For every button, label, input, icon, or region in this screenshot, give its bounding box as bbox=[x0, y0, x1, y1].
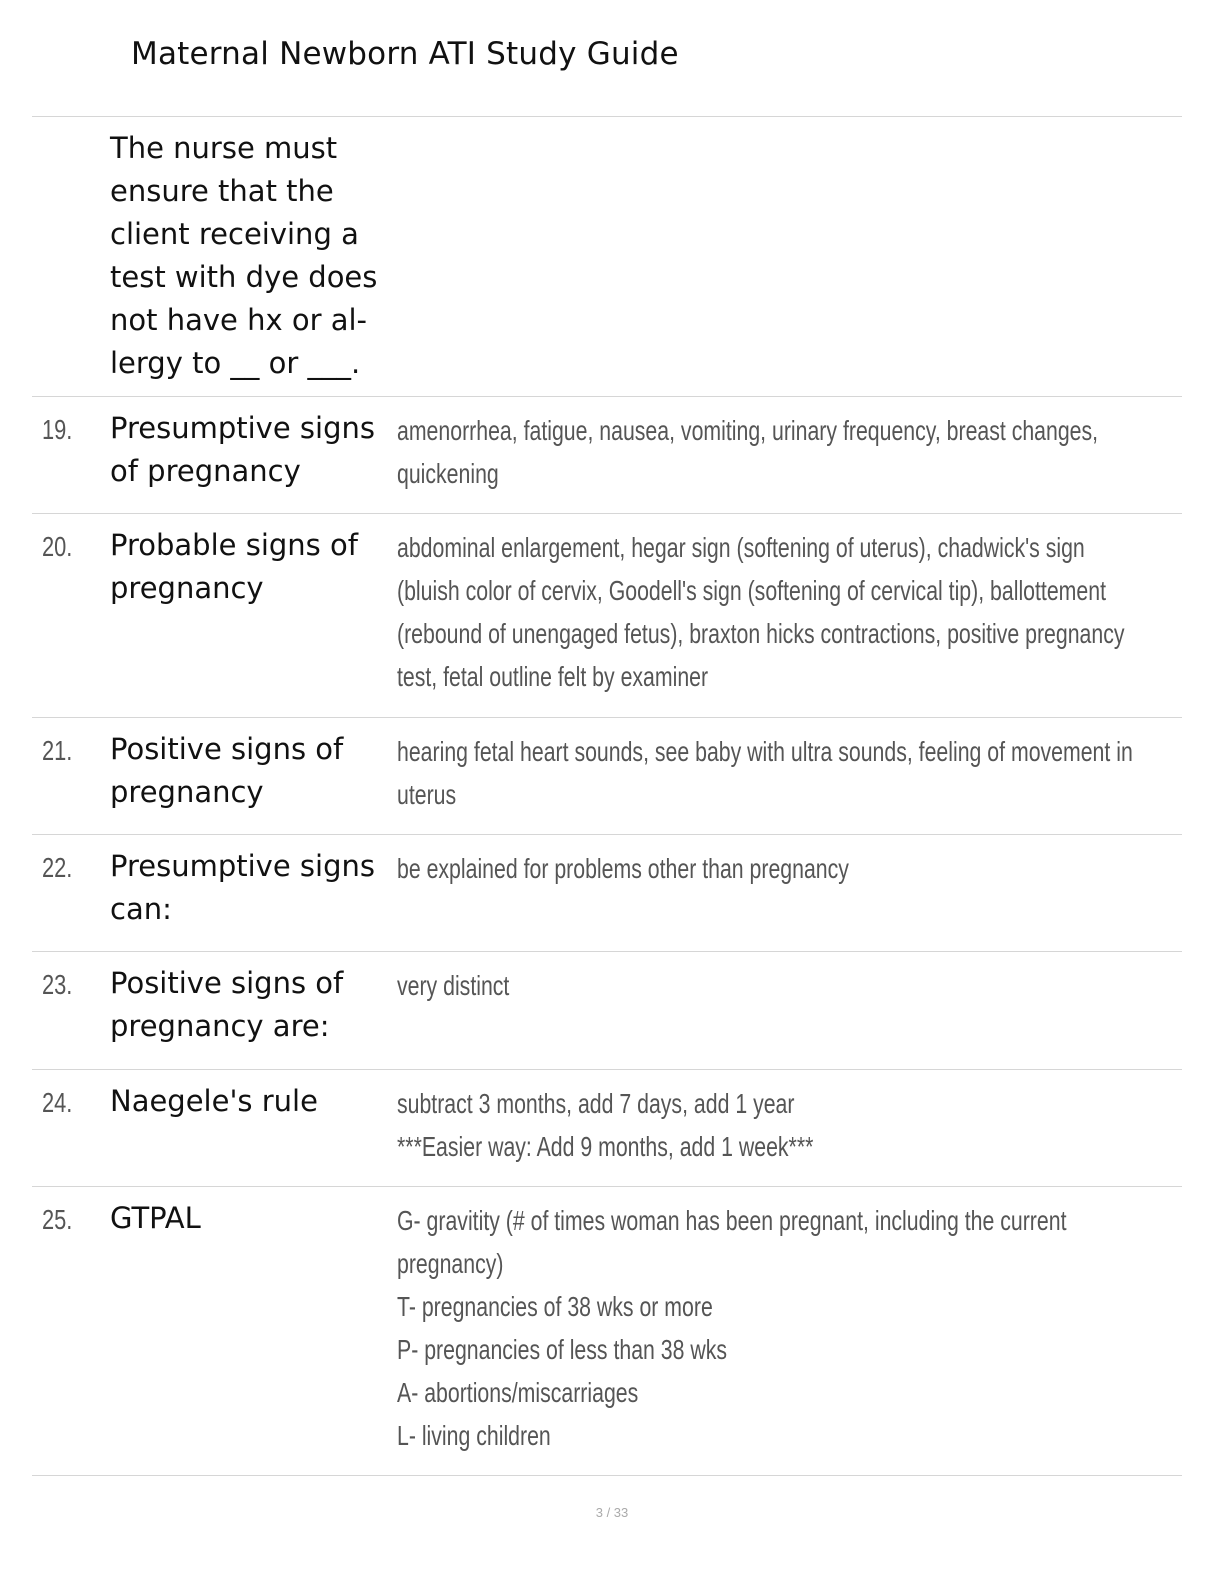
definition-line: hearing fetal heart sounds, see baby with ultra sounds, feeling of movement in bbox=[397, 736, 1133, 767]
flashcard-row bbox=[32, 1070, 1182, 1187]
term-line: can: bbox=[110, 892, 172, 926]
page-indicator: 3 / 33 bbox=[595, 1505, 629, 1520]
row-definition bbox=[397, 1199, 1172, 1457]
row-definition bbox=[397, 1082, 1172, 1168]
row-number: 20. bbox=[42, 531, 73, 562]
document-title: Maternal Newborn ATI Study Guide bbox=[131, 36, 679, 72]
row-definition bbox=[397, 526, 1172, 698]
row-number: 23. bbox=[42, 969, 73, 1000]
term-line: ensure that the bbox=[110, 174, 334, 208]
term-line: pregnancy bbox=[110, 775, 264, 809]
row-term bbox=[110, 524, 400, 610]
term-line: test with dye does bbox=[110, 260, 378, 294]
definition-line: P- pregnancies of less than 38 wks bbox=[397, 1334, 728, 1365]
definition-line: A- abortions/miscarriages bbox=[397, 1377, 639, 1408]
definition-line: G- gravitity (# of times woman has been pregnant, including the current bbox=[397, 1205, 1067, 1236]
flashcard-row bbox=[32, 514, 1182, 718]
flashcard-list bbox=[32, 116, 1182, 1476]
term-line: Positive signs of bbox=[110, 732, 344, 766]
row-term bbox=[110, 127, 400, 385]
term-line: Probable signs of bbox=[110, 528, 358, 562]
row-term bbox=[110, 845, 400, 931]
definition-line: L- living children bbox=[397, 1420, 551, 1451]
definition-line: quickening bbox=[397, 458, 499, 489]
definition-line: abdominal enlargement, hegar sign (softening of uterus), chadwick's sign bbox=[397, 532, 1085, 563]
row-definition bbox=[397, 730, 1172, 816]
term-line: lergy to __ or ___. bbox=[110, 346, 361, 380]
term-line: GTPAL bbox=[110, 1201, 201, 1235]
row-term bbox=[110, 1080, 400, 1123]
term-line: Presumptive signs bbox=[110, 849, 375, 883]
term-line: Positive signs of bbox=[110, 966, 344, 1000]
row-number: 19. bbox=[42, 414, 73, 445]
flashcard-row bbox=[32, 952, 1182, 1070]
row-term bbox=[110, 962, 400, 1048]
row-number: 25. bbox=[42, 1204, 73, 1235]
definition-line: uterus bbox=[397, 779, 457, 810]
term-line: client receiving a bbox=[110, 217, 359, 251]
row-term bbox=[110, 407, 400, 493]
term-line: The nurse must bbox=[110, 131, 338, 165]
row-number: 22. bbox=[42, 852, 73, 883]
term-line: Presumptive signs bbox=[110, 411, 375, 445]
row-number: 24. bbox=[42, 1087, 73, 1118]
definition-line: subtract 3 months, add 7 days, add 1 year bbox=[397, 1088, 795, 1119]
definition-line: amenorrhea, fatigue, nausea, vomiting, urinary frequency, breast changes, bbox=[397, 415, 1099, 446]
flashcard-row bbox=[32, 718, 1182, 835]
row-definition bbox=[397, 847, 1172, 890]
definition-line: test, fetal outline felt by examiner bbox=[397, 661, 709, 692]
row-number: 21. bbox=[42, 735, 73, 766]
definition-line: be explained for problems other than pregnancy bbox=[397, 853, 849, 884]
flashcard-row bbox=[32, 1187, 1182, 1476]
definition-line: pregnancy) bbox=[397, 1248, 504, 1279]
definition-line: T- pregnancies of 38 wks or more bbox=[397, 1291, 713, 1322]
definition-line: (bluish color of cervix, Goodell's sign (softening of cervical tip), ballottement bbox=[397, 575, 1106, 606]
term-line: Naegele's rule bbox=[110, 1084, 318, 1118]
term-line: pregnancy are: bbox=[110, 1009, 330, 1043]
row-definition bbox=[397, 964, 1172, 1007]
definition-line: (rebound of unengaged fetus), braxton hicks contractions, positive pregnancy bbox=[397, 618, 1125, 649]
row-term bbox=[110, 728, 400, 814]
definition-line: very distinct bbox=[397, 970, 510, 1001]
flashcard-row bbox=[32, 117, 1182, 397]
flashcard-row bbox=[32, 397, 1182, 514]
definition-line: ***Easier way: Add 9 months, add 1 week*** bbox=[397, 1131, 814, 1162]
term-line: of pregnancy bbox=[110, 454, 301, 488]
row-term bbox=[110, 1197, 400, 1240]
term-line: not have hx or al- bbox=[110, 303, 368, 337]
flashcard-row bbox=[32, 835, 1182, 952]
term-line: pregnancy bbox=[110, 571, 264, 605]
row-definition bbox=[397, 409, 1172, 495]
